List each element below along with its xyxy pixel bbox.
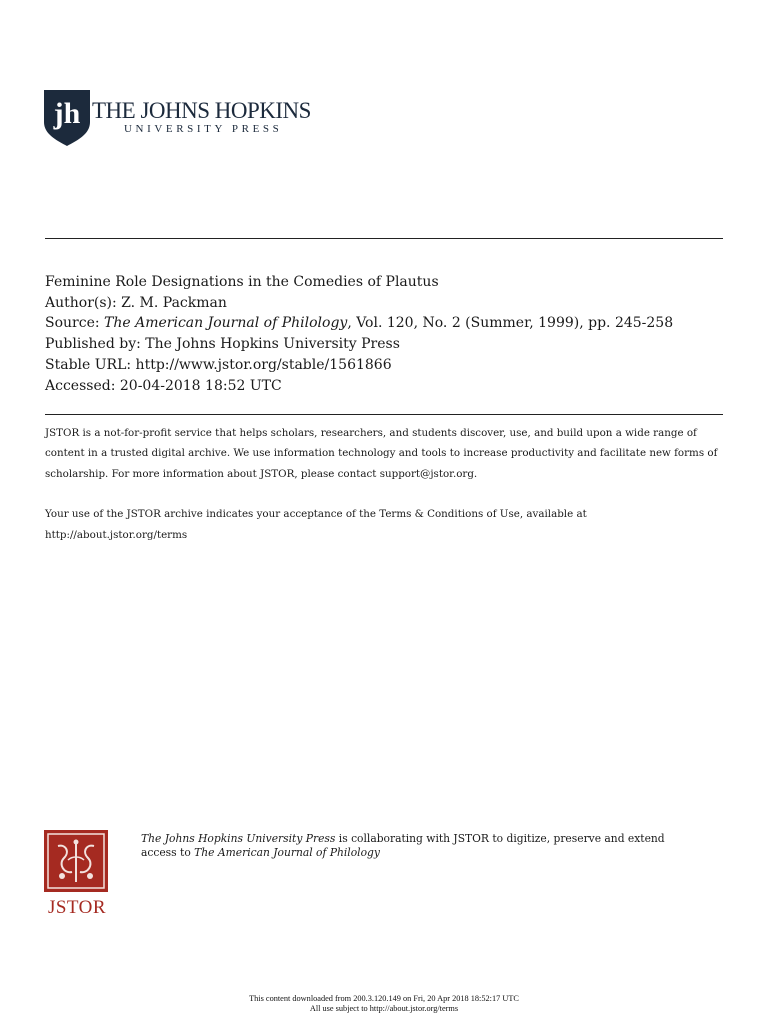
footer-line-2: All use subject to http://about.jstor.org/terms — [309, 1004, 459, 1014]
notice-paragraph-2: Your use of the JSTOR archive indicates your acceptance of the Terms & Conditions of Use, available at http://about.jstor.org/terms — [45, 508, 587, 541]
author-name: Z. M. Packman — [121, 294, 227, 311]
stable-url-line: Stable URL: http://www.jstor.org/stable/1561866 — [45, 356, 392, 373]
download-footer — [0, 994, 768, 1015]
jhu-shield-icon — [44, 90, 90, 146]
top-divider — [45, 238, 723, 239]
notice-paragraph-1: JSTOR is a not-for-profit service that helps scholars, researchers, and students discover, use, and build upon a wide range of content in a trusted digital archive. We use information technology and tools to increase productivity and facilitate new forms of scholarship. For more information about JSTOR, please contact support@jstor.org. — [45, 427, 718, 480]
journal-name: The American Journal of Philology — [104, 315, 348, 332]
author-line: Author(s): Z. M. Packman — [45, 294, 227, 311]
jhu-logo-line1: THE JOHNS HOPKINS — [92, 98, 311, 123]
publisher-line: Published by: The Johns Hopkins University Press — [45, 336, 400, 353]
citation-block — [45, 272, 673, 396]
jstor-wordmark: JSTOR — [47, 897, 107, 918]
stable-url-link[interactable]: http://www.jstor.org/stable/1561866 — [135, 356, 392, 373]
source-line: Source: The American Journal of Philology, Vol. 120, No. 2 (Summer, 1999), pp. 245-258 — [45, 315, 674, 332]
jhu-logo-line2: UNIVERSITY PRESS — [124, 123, 283, 135]
middle-divider — [45, 414, 723, 415]
jhu-monogram: jh — [53, 97, 81, 130]
jhu-press-logo — [44, 90, 311, 150]
article-title: Feminine Role Designations in the Comedies of Plautus — [45, 274, 439, 290]
jstor-emblem-icon — [44, 830, 108, 892]
accessed-line: Accessed: 20-04-2018 18:52 UTC — [45, 377, 282, 394]
jstor-notice — [45, 423, 725, 545]
footer-line-1: This content downloaded from 200.3.120.149 on Fri, 20 Apr 2018 18:52:17 UTC — [249, 994, 519, 1003]
jstor-logo — [44, 830, 110, 922]
collaboration-note: The Johns Hopkins University Press is collaborating with JSTOR to digitize, preserve and extend access to The American Journal of Philology — [141, 832, 665, 859]
